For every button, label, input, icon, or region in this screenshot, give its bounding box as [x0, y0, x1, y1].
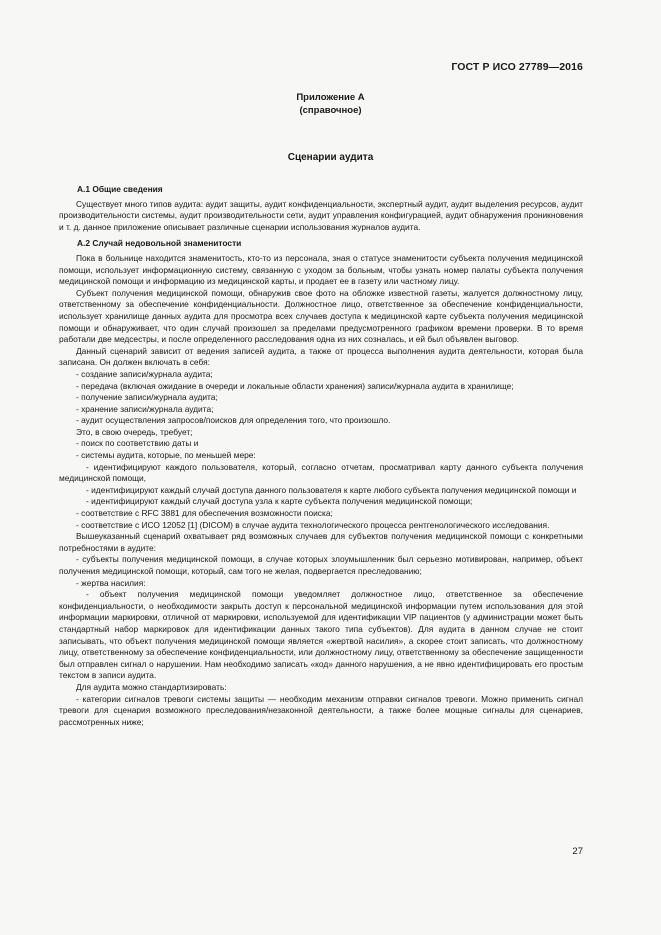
paragraph: - жертва насилия: — [76, 577, 146, 588]
paragraph: Для аудита можно стандартизировать: — [76, 681, 227, 692]
page-number: 27 — [572, 846, 583, 857]
standard-header: ГОСТ Р ИСО 27789—2016 — [451, 61, 583, 73]
paragraph: - категории сигналов тревоги системы защиты — необходим механизм отправки сигналов тревоги. Можно применить сигнал тревоги для сценария возможного преследования/незаконной деятельности, а также более мощные сигналы для сценариев, рассмотренных ниже; — [59, 693, 583, 727]
paragraph: Вышеуказанный сценарий охватывает ряд возможных случаев для субъектов получения медицинской помощи с конкретными потребностями в аудите: — [59, 531, 583, 553]
subsection-heading: А.2 Случай недовольной знаменитости — [77, 238, 242, 249]
paragraph: - передача (включая ожидание в очереди и локальные области хранения) записи/журнала аудита в хранилище; — [76, 380, 514, 391]
paragraph: - идентифицируют каждый случай доступа данного пользователя к карте любого субъекта получения медицинской помощи и — [86, 484, 577, 495]
paragraph: - соответствие с ИСО 12052 [1] (DICOM) в случае аудита технологического процесса рентгенологического исследования. — [76, 519, 550, 530]
body-text — [59, 184, 583, 728]
paragraph: - идентифицируют каждого пользователя, который, согласно отчетам, просматривал карту данного субъекта получения медицинской помощи, — [59, 461, 583, 484]
paragraph: - субъекты получения медицинской помощи, в случае которых злоумышленник был серьезно мотивирован, например, объект получения медицинской помощи, который, сам того не желая, подвергается преследованию; — [59, 554, 583, 576]
paragraph: - идентифицируют каждый случай доступа узла к карте субъекта получения медицинской помощи; — [86, 496, 473, 507]
section-title: Сценарии аудита — [287, 152, 374, 163]
annex-subtitle: (справочное) — [299, 105, 362, 116]
annex-title: Приложение А — [296, 92, 365, 103]
paragraph: - соответствие с RFC 3881 для обеспечения возможности поиска; — [76, 508, 333, 519]
annex-heading — [0, 91, 661, 117]
paragraph: Субъект получения медицинской помощи, обнаружив свое фото на обложке известной газеты, жалуется должностному лицу, ответственному за обеспечение конфиденциальности. Должностное лицо, ответственное за обеспечение конфиденциальности, использует хранилище данных аудита для просмотра всех случаев доступа к медицинской карте субъекта получения медицинской помощи и обнаруживает, что один случай произошел за пределами предусмотренного графиком времени проверки. В то время работали две медсестры, и после определенного расследования одна из них созналась, и ей был объявлен выговор. — [59, 287, 583, 345]
paragraph: - системы аудита, которые, по меньшей мере: — [76, 450, 256, 461]
paragraph: Пока в больнице находится знаменитость, кто-то из персонала, зная о статусе знаменитости субъекта получения медицинской помощи, использует информационную систему, связанную с уходом за больным, чтобы узнать номер палаты субъекта получения медицинской помощи и информацию из медицинской карты, и продает ее в газету или частному лицу. — [59, 252, 583, 287]
paragraph: - поиск по соответствию даты и — [76, 438, 199, 449]
paragraph: Это, в свою очередь, требует; — [76, 426, 193, 437]
paragraph: - создание записи/журнала аудита; — [76, 368, 213, 379]
paragraph: - получение записи/журнала аудита; — [76, 392, 218, 403]
paragraph: - аудит осуществления запросов/поисков для определения того, что произошло. — [76, 415, 391, 426]
subsection-heading: А.1 Общие сведения — [77, 184, 163, 194]
paragraph: Существует много типов аудита: аудит защиты, аудит конфиденциальности, экспертный аудит, аудит выделения ресурсов, аудит производительности системы, аудит производительности сети, аудит управления конфигурацией, аудит обнаружения проникновения и т. д. данное приложение описывает различные сценарии использования журналов аудита. — [59, 198, 583, 232]
paragraph: - объект получения медицинской помощи уведомляет должностное лицо, ответственное за обеспечение конфиденциальности, о необходимости закрыть доступ к персональной медицинской информации путем использования для этой информации маркировки, отличной от маркировки, используемой для идентификации VIP пациентов (у администрации может быть стандартный набор маркировок для идентификации данных такого типа субъектов). Для аудита в данном случае не стоит записывать, что объект получения медицинской помощи является «жертвой насилия», а скорее стоит записать, что должностному лицу, ответственному за обеспечение конфиденциальности, или должностному лицу, ответственному за обеспечение защищенности был отправлен сигнал о нарушении. Нам необходимо записать «код» данного нарушения, а не явно идентифицировать его простым текстом в записи аудита. — [59, 589, 583, 681]
paragraph: Данный сценарий зависит от ведения записей аудита, а также от процесса выполнения аудита деятельности, которая была записана. Он должен включать в себя: — [59, 345, 583, 368]
paragraph: - хранение записи/журнала аудита; — [76, 403, 214, 414]
